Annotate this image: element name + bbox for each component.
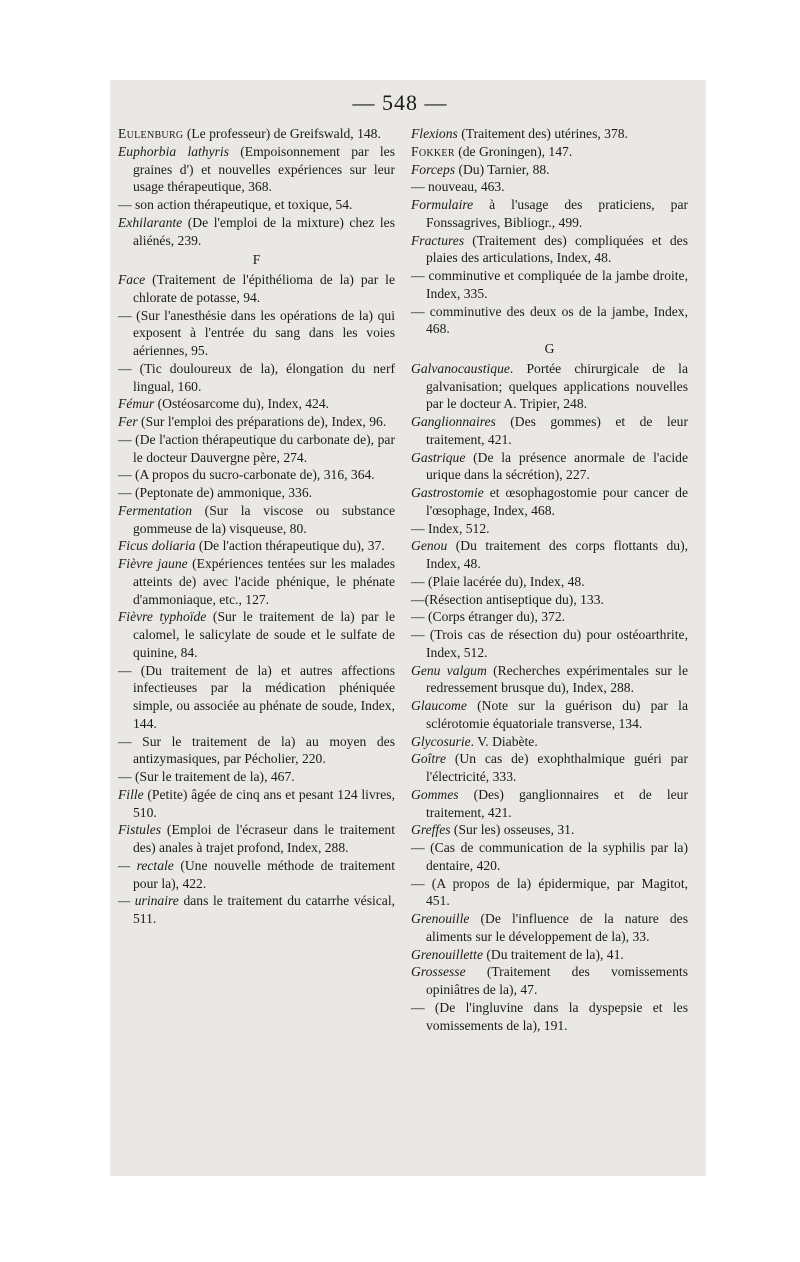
entry-text: —(Résection antiseptique du), 133. <box>411 591 604 607</box>
entry-headword: F <box>252 252 261 268</box>
index-entry <box>118 892 395 928</box>
entry-text: (Traitement de l'épithélioma de la) par le chlorate de potasse, 94. <box>133 272 395 305</box>
entry-headword: — rectale <box>118 857 174 873</box>
entry-text: à l'usage des praticiens, par Fonssagrives, Bibliogr., 499. <box>426 197 688 230</box>
entry-text: (Un cas de) exophthalmique guéri par l'électricité, 333. <box>426 751 688 784</box>
entry-text: (Petite) âgée de cinq ans et pesant 124 livres, 510. <box>133 786 395 820</box>
right-column <box>411 125 688 1034</box>
entry-headword: Fièvre jaune <box>118 556 188 571</box>
entry-text: — (Tic douloureux de la), élongation du nerf lingual, 160. <box>118 360 395 394</box>
index-entry <box>411 143 688 161</box>
index-entry <box>411 360 688 413</box>
index-entry <box>411 786 688 822</box>
index-entry <box>411 821 688 839</box>
index-entry <box>411 608 688 626</box>
index-entry <box>411 196 688 232</box>
entry-text: (Du traitement des corps flottants du), Index, 48. <box>426 538 688 571</box>
entry-headword: G <box>544 341 555 356</box>
index-entry <box>118 857 395 893</box>
entry-headword: Flexions <box>411 126 458 141</box>
entry-headword: Euphorbia lathyris <box>118 143 229 159</box>
entry-text: (Note sur la guérison du) par la sclérotomie équatoriale transverse, 134. <box>426 698 688 731</box>
entry-text: — Sur le traitement de la) au moyen des antizymasiques, par Pécholier, 220. <box>118 733 395 767</box>
index-entry <box>411 484 688 520</box>
index-entry <box>411 963 688 999</box>
entry-headword: Exhilarante <box>118 214 183 230</box>
index-entry <box>118 555 395 608</box>
entry-headword: Forceps <box>411 161 456 177</box>
entry-text: (Sur l'emploi des préparations de), Index, 96. <box>137 414 387 429</box>
section-letter <box>411 340 688 358</box>
index-entry <box>118 662 395 733</box>
entry-headword: Glaucome <box>411 698 467 713</box>
entry-headword: Genu valgum <box>411 662 487 678</box>
entry-headword: Fractures <box>411 232 465 248</box>
entry-text: — nouveau, 463. <box>411 179 505 195</box>
index-entry <box>118 214 395 250</box>
entry-text: (Le professeur) de Greifswald, 148. <box>183 126 381 141</box>
index-entry <box>118 125 395 143</box>
index-entry <box>411 999 688 1035</box>
entry-headword: Eulenburg <box>118 126 184 141</box>
entry-text: — (Trois cas de résection du) pour ostéoarthrite, Index, 512. <box>411 627 688 660</box>
index-entry <box>411 626 688 662</box>
entry-text: (De l'emploi de la mixture) chez les aliénés, 239. <box>133 214 395 248</box>
index-entry <box>118 786 395 822</box>
entry-text: — comminutive des deux os de la jambe, Index, 468. <box>411 303 688 337</box>
entry-text: (De l'influence de la nature des aliments sur le développement de la), 33. <box>426 911 688 944</box>
index-entry <box>118 307 395 360</box>
entry-text: (Sur les) osseuses, 31. <box>450 822 575 838</box>
entry-text: (Sur le traitement de la) par le calomel, le salicylate de soude et le sulfate de quinine, 84. <box>133 609 395 660</box>
entry-text: — (Sur le traitement de la), 467. <box>118 769 295 784</box>
entry-text: (Sur la viscose ou substance gommeuse de la) visqueuse, 80. <box>133 502 395 536</box>
entry-headword: Fémur <box>118 396 155 412</box>
index-entry <box>411 303 688 339</box>
index-entry <box>118 196 395 214</box>
entry-text: (Empoisonnement par les graines d') et nouvelles expériences sur leur usage thérapeutique, 368. <box>133 143 395 195</box>
index-entry <box>411 910 688 946</box>
entry-text: — (A propos du sucro-carbonate de), 316, 364. <box>118 467 375 483</box>
entry-text: et œsophagostomie pour cancer de l'œsophage, Index, 468. <box>426 485 688 518</box>
entry-text: — (Sur l'anesthésie dans les opérations de la) qui exposent à l'entrée du sang dans les voies aériennes, 95. <box>118 307 395 358</box>
entry-headword: Grossesse <box>411 964 466 980</box>
entry-text: (de Groningen), 147. <box>454 143 573 159</box>
index-entry <box>411 449 688 485</box>
entry-text: (Traitement des) compliquées et des plaies des articulations, Index, 48. <box>426 232 688 266</box>
entry-headword: Fokker <box>411 143 455 159</box>
entry-text: (Des) ganglionnaires et de leur traitement, 421. <box>426 786 688 820</box>
entry-text: — son action thérapeutique, et toxique, 54. <box>118 197 353 212</box>
entry-headword: Fièvre typhoïde <box>118 609 207 625</box>
entry-text: (Recherches expérimentales sur le redressement brusque du), Index, 288. <box>426 662 688 696</box>
entry-headword: Fistules <box>118 822 162 838</box>
entry-text: (Emploi de l'écraseur dans le traitement des) anales à trajet profond, Index, 288. <box>133 822 395 855</box>
index-entry <box>411 875 688 911</box>
entry-headword: Grenouillette <box>411 946 483 962</box>
entry-headword: Galvanocaustique <box>411 360 510 376</box>
index-entry <box>118 271 395 307</box>
index-entry <box>411 267 688 303</box>
index-entry <box>118 768 395 786</box>
entry-text: — (De l'ingluvine dans la dyspepsie et les vomissements de la), 191. <box>411 999 688 1033</box>
entry-headword: Gastrostomie <box>411 485 484 500</box>
entry-text: — (Corps étranger du), 372. <box>411 609 566 625</box>
entry-headword: Face <box>118 272 146 287</box>
index-entry <box>411 946 688 964</box>
index-entry <box>118 413 395 431</box>
entry-text: (De la présence anormale de l'acide urique dans la sécrétion), 227. <box>426 449 688 483</box>
entry-text: — (Plaie lacérée du), Index, 48. <box>411 573 585 589</box>
entry-text: (Des gommes) et de leur traitement, 421. <box>426 414 688 447</box>
entry-text: — (Du traitement de la) et autres affections infectieuses par la médication phéniquée simple, ou associée au phénate de soude, Index, 144. <box>118 662 395 731</box>
entry-text: (Ostéosarcome du), Index, 424. <box>154 396 330 412</box>
entry-headword: Goître <box>411 751 446 767</box>
entry-text: — Index, 512. <box>411 520 490 536</box>
entry-text: (Du) Tarnier, 88. <box>455 161 550 177</box>
index-entry <box>118 360 395 396</box>
index-entry <box>118 431 395 467</box>
index-entry <box>118 466 395 484</box>
index-entry <box>411 733 688 751</box>
page-number: — 548 — <box>352 90 448 115</box>
entry-headword: — urinaire <box>118 893 179 909</box>
index-entry <box>118 143 395 196</box>
entry-text: (Du traitement de la), 41. <box>482 946 624 962</box>
index-entry <box>411 750 688 786</box>
index-entry <box>411 413 688 449</box>
index-entry <box>118 502 395 538</box>
entry-text: (Traitement des vomissements opiniâtres de la), 47. <box>426 964 688 997</box>
entry-text: . V. Diabète. <box>470 733 538 749</box>
index-entry <box>118 537 395 555</box>
index-entry <box>118 395 395 413</box>
entry-headword: Fille <box>118 786 144 802</box>
entry-headword: Formulaire <box>411 197 474 212</box>
index-entry <box>411 178 688 196</box>
index-entry <box>411 125 688 143</box>
entry-text: (De l'action thérapeutique du), 37. <box>195 538 385 554</box>
entry-text: — (A propos de la) épidermique, par Magitot, 451. <box>411 875 688 909</box>
section-letter <box>118 251 395 269</box>
index-entry <box>411 520 688 538</box>
entry-headword: Glycosurie <box>411 733 471 749</box>
entry-text: (Expériences tentées sur les malades atteints de) avec l'acide phénique, le phénate d'ammoniaque, etc., 127. <box>133 556 395 607</box>
entry-headword: Genou <box>411 538 448 554</box>
index-entry <box>411 662 688 698</box>
entry-text: dans le traitement du catarrhe vésical, 511. <box>133 893 396 926</box>
index-entry <box>118 733 395 769</box>
entry-headword: Ficus doliaria <box>118 538 196 554</box>
entry-headword: Fer <box>118 414 138 429</box>
entry-headword: Grenouille <box>411 911 470 926</box>
entry-headword: Ganglionnaires <box>411 414 496 429</box>
index-entry <box>411 537 688 573</box>
entry-headword: Gastrique <box>411 449 466 465</box>
index-entry <box>118 608 395 661</box>
index-entry <box>411 161 688 179</box>
entry-text: — comminutive et compliquée de la jambe droite, Index, 335. <box>411 268 688 301</box>
index-entry <box>411 232 688 268</box>
entry-text: — (Cas de communication de la syphilis par la) dentaire, 420. <box>411 840 688 873</box>
index-entry <box>411 573 688 591</box>
entry-text: (Traitement des) utérines, 378. <box>457 126 628 141</box>
index-entry <box>411 697 688 733</box>
entry-headword: Greffes <box>411 822 451 838</box>
left-column <box>118 125 395 1034</box>
entry-headword: Fermentation <box>118 502 192 518</box>
entry-text: (Une nouvelle méthode de traitement pour la), 422. <box>133 857 396 891</box>
index-entry <box>118 821 395 857</box>
entry-text: — (De l'action thérapeutique du carbonate de), par le docteur Dauvergne père, 274. <box>118 431 395 465</box>
index-entry <box>411 591 688 609</box>
index-columns <box>118 125 688 1034</box>
entry-text: . Portée chirurgicale de la galvanisation; quelques applications nouvelles par le docteur A. Tripier, 248. <box>426 360 688 412</box>
index-entry <box>411 839 688 875</box>
entry-text: — (Peptonate de) ammonique, 336. <box>118 485 313 500</box>
entry-headword: Gommes <box>411 786 459 802</box>
index-entry <box>118 484 395 502</box>
